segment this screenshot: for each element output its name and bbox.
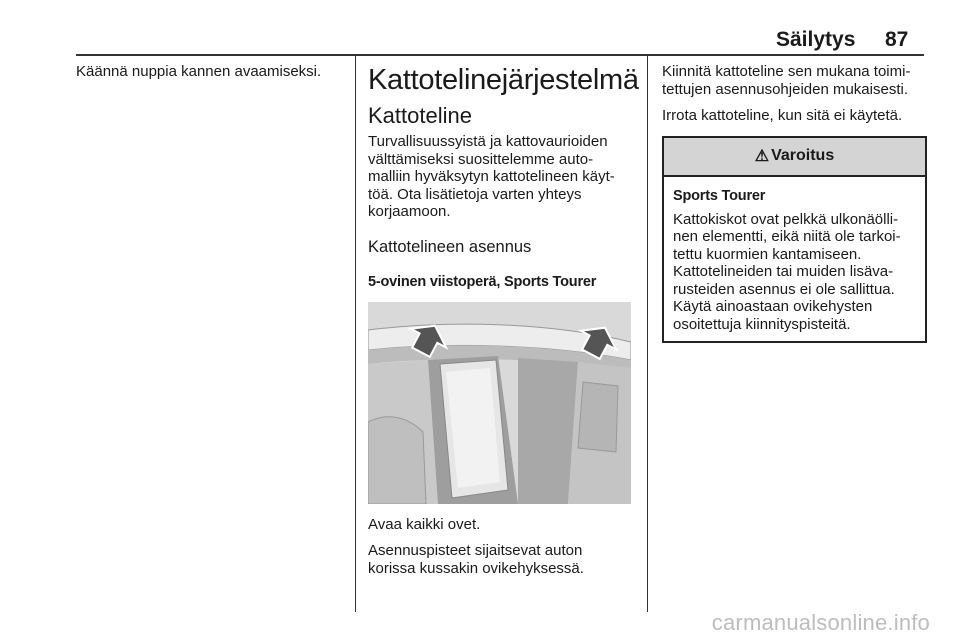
- section-title: Kattotelinejärjestelmä: [368, 64, 639, 96]
- warning-heading: Sports Tourer: [673, 187, 766, 204]
- installation-heading: Kattotelineen asennus: [368, 237, 532, 256]
- column-divider-left: [355, 56, 356, 612]
- mounting-points-paragraph: Asennuspisteet sijaitsevat auton korissa kussakin ovikehyksessä.: [368, 542, 584, 577]
- warning-header: [664, 138, 925, 177]
- variant-heading: 5-ovinen viistoperä, Sports Tourer: [368, 273, 597, 290]
- intro-paragraph: Turvallisuussyistä ja kattovaurioiden välttämiseksi suosittelemme auto- malliin hyväksytyn kattotelineen käyt- töä. Ota lisätietoja varten yhteys korjaamoon.: [368, 133, 615, 220]
- warning-text: Kattokiskot ovat pelkkä ulkonäölli- nen elementti, eikä niitä ole tarkoi- tettu kuormien kantamiseen. Kattotelineiden tai muiden lisäva- rusteiden asennus ei ole sallittua. Käytä ainoastaan ovikehysten osoitettuja kiinnityspisteitä.: [673, 210, 901, 333]
- watermark: carmanualsonline.info: [711, 610, 930, 635]
- knob-instruction: Käännä nuppia kannen avaamiseksi.: [76, 63, 322, 80]
- door-frame-drawing: [368, 302, 631, 504]
- header-title: Säilytys: [776, 28, 856, 51]
- column-left: [76, 63, 346, 81]
- column-right: [662, 63, 927, 343]
- attach-instruction: Kiinnitä kattoteline sen mukana toimi- tettujen asennusohjeiden mukaisesti.: [662, 63, 911, 98]
- warning-icon: ⚠: [754, 148, 770, 165]
- subsection-title: Kattoteline: [368, 103, 472, 128]
- warning-title: Varoitus: [771, 147, 835, 164]
- open-doors-paragraph: Avaa kaikki ovet.: [368, 515, 481, 533]
- remove-instruction: Irrota kattoteline, kun sitä ei käytetä.: [662, 107, 903, 124]
- warning-box: [662, 136, 927, 344]
- roof-rack-illustration: [368, 302, 631, 504]
- warning-body: [664, 177, 925, 342]
- header-rule: [76, 54, 924, 56]
- column-middle: [368, 63, 639, 577]
- page-number: 87: [885, 28, 909, 51]
- column-divider-right: [647, 56, 648, 612]
